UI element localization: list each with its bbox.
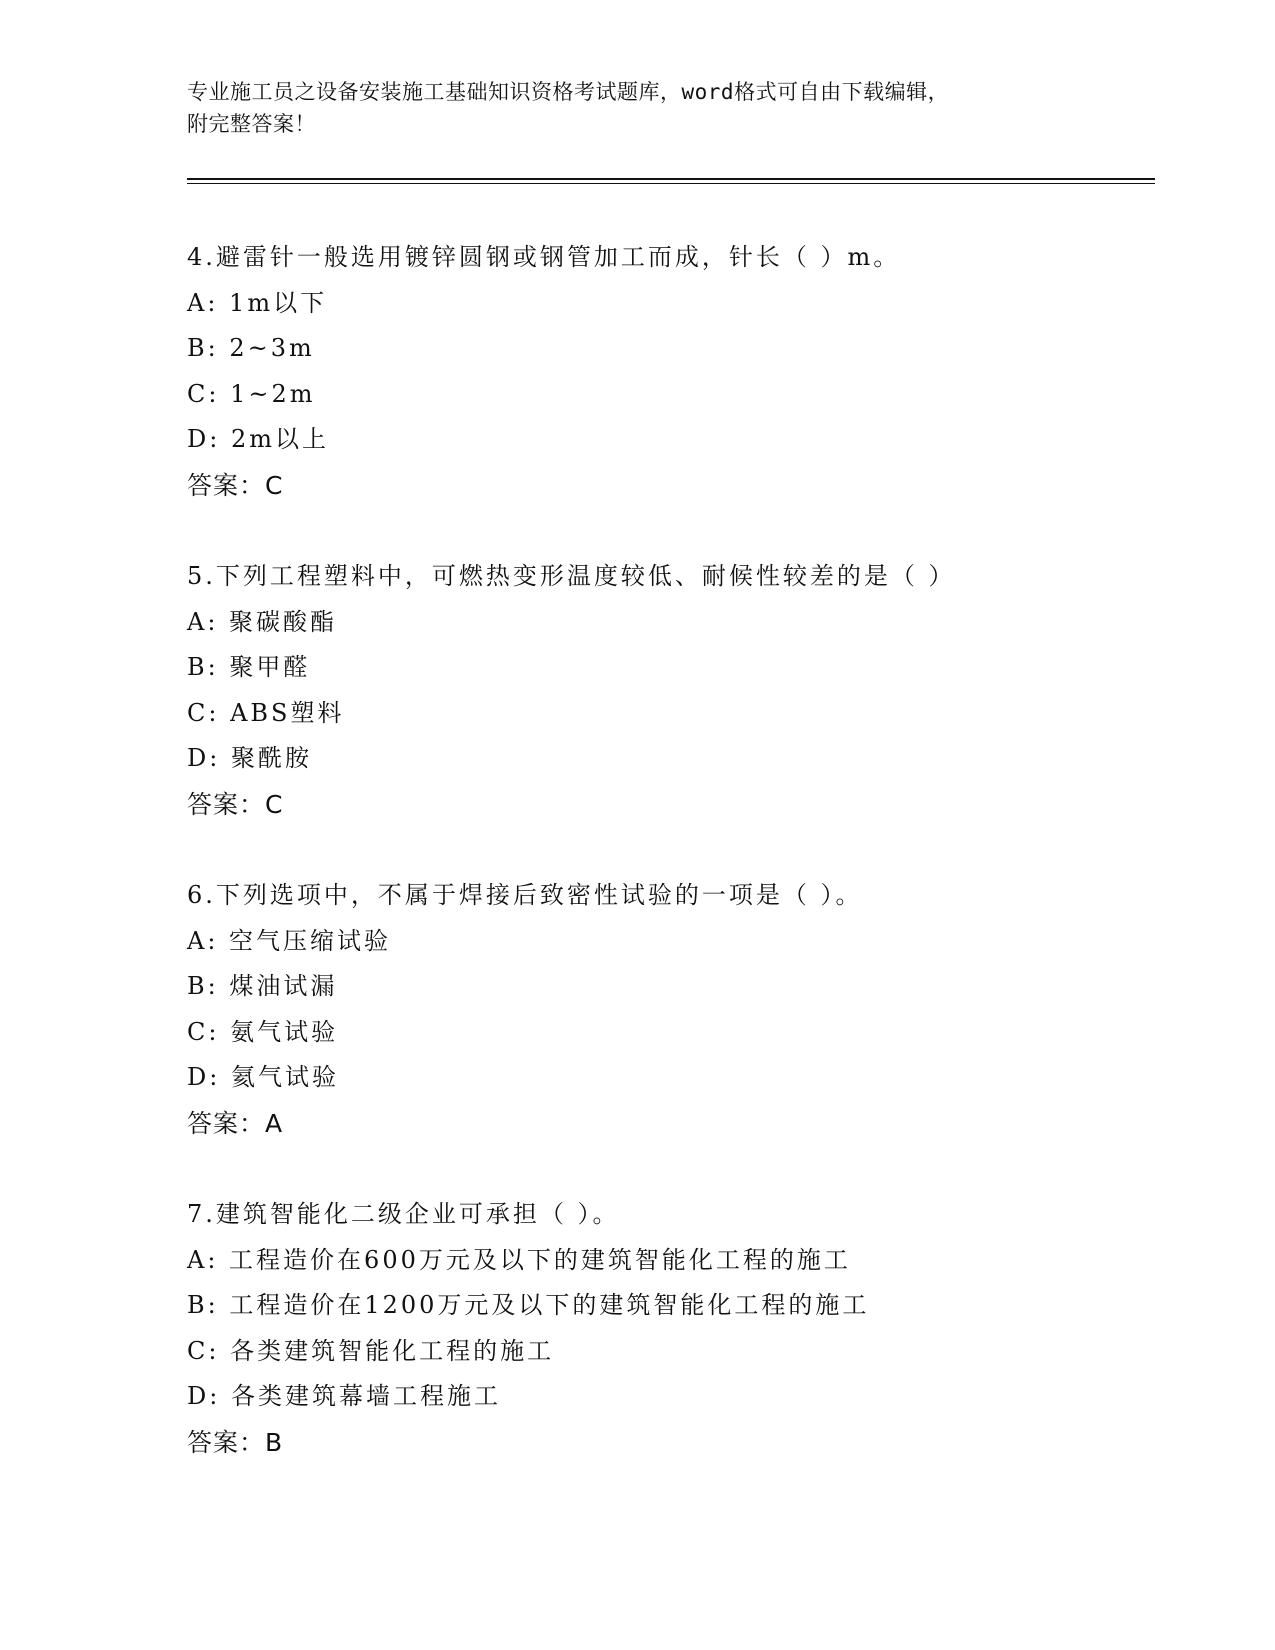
option-d: D: 2m以上 xyxy=(187,425,329,453)
question-7 xyxy=(187,1192,1147,1465)
question-4 xyxy=(187,235,1147,508)
option-b: B: 2~3m xyxy=(187,334,315,362)
header-divider-thin xyxy=(187,183,1155,184)
document-header xyxy=(187,76,1087,140)
option-b: B: 聚甲醛 xyxy=(187,653,311,681)
question-5 xyxy=(187,554,1147,827)
option-d: D: 氦气试验 xyxy=(187,1063,339,1091)
option-d: D: 各类建筑幕墙工程施工 xyxy=(187,1382,501,1410)
question-stem: 6.下列选项中，不属于焊接后致密性试验的一项是（ ）。 xyxy=(187,881,863,909)
header-line-1: 专业施工员之设备安装施工基础知识资格考试题库，word格式可自由下载编辑， xyxy=(187,80,950,104)
option-b: B: 煤油试漏 xyxy=(187,972,338,1000)
header-divider-thick xyxy=(187,178,1155,180)
question-stem: 4.避雷针一般选用镀锌圆钢或钢管加工而成，针长（ ）m。 xyxy=(187,243,901,271)
option-c: C: 1~2m xyxy=(187,379,316,408)
option-a: A: 工程造价在600万元及以下的建筑智能化工程的施工 xyxy=(187,1245,851,1274)
question-stem: 7.建筑智能化二级企业可承担（ ）。 xyxy=(187,1200,620,1228)
option-a: A: 空气压缩试验 xyxy=(187,926,392,955)
option-a: A: 1m以下 xyxy=(187,288,328,317)
option-d: D: 聚酰胺 xyxy=(187,744,312,772)
option-c: C: 氨气试验 xyxy=(187,1017,339,1046)
option-c: C: ABS塑料 xyxy=(187,698,345,727)
header-line-2: 附完整答案！ xyxy=(187,112,316,136)
question-6 xyxy=(187,873,1147,1146)
option-c: C: 各类建筑智能化工程的施工 xyxy=(187,1336,555,1365)
answer: 答案：C xyxy=(187,789,284,819)
option-a: A: 聚碳酸酯 xyxy=(187,607,338,636)
answer: 答案：A xyxy=(187,1108,284,1138)
answer: 答案：B xyxy=(187,1427,284,1457)
answer: 答案：C xyxy=(187,470,284,500)
question-stem: 5.下列工程塑料中，可燃热变形温度较低、耐候性较差的是（ ） xyxy=(187,562,956,590)
option-b: B: 工程造价在1200万元及以下的建筑智能化工程的施工 xyxy=(187,1291,870,1319)
